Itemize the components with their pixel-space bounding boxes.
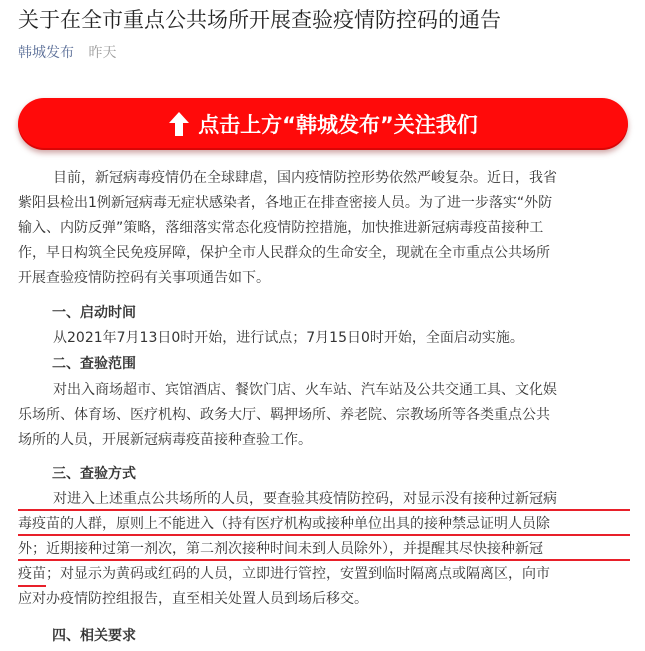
article-title: 关于在全市重点公共场所开展查验疫情防控码的通告 <box>18 8 501 32</box>
section-heading-requirements: 四、相关要求 <box>52 628 136 644</box>
account-name-link[interactable]: 韩城发布 <box>18 45 74 61</box>
article-meta <box>18 44 116 62</box>
intro-line: 作，早日构筑全民免疫屏障，保护全市人民群众的生命安全，现就在全市重点公共场所 <box>18 245 550 261</box>
highlighted-fragment: 疫苗 <box>18 563 46 587</box>
section-line: 乐场所、体育场、医疗机构、政务大厅、羁押场所、养老院、宗教场所等各类重点公共 <box>18 407 550 423</box>
intro-line: 紫阳县检出1例新冠病毒无症状感染者，各地正在排查密接人员。为了进一步落实“外防 <box>18 195 553 211</box>
section-method-body <box>18 487 630 612</box>
follow-banner-text: 点击上方“韩城发布”关注我们 <box>198 113 478 137</box>
section-line-rest: ；对显示为黄码或红码的人员，立即进行管控，安置到临时隔离点或隔离区，向市 <box>46 566 550 582</box>
section-start-time-body <box>18 326 630 351</box>
section-line: 对出入商场超市、宾馆酒店、餐饮门店、火车站、汽车站及公共交通工具、文化娱 <box>53 382 557 398</box>
intro-paragraph <box>18 166 630 291</box>
highlighted-line: 毒疫苗的人群，原则上不能进入（持有医疗机构或接种单位出具的接种禁忌证明人员除 <box>18 512 630 537</box>
section-scope-body <box>18 378 630 453</box>
intro-line: 目前，新冠病毒疫情仍在全球肆虐，国内疫情防控形势依然严峻复杂。近日，我省 <box>53 170 557 186</box>
highlighted-line: 外；近期接种过第一剂次，第二剂次接种时间未到人员除外），并提醒其尽快接种新冠 <box>18 537 630 562</box>
follow-banner[interactable] <box>18 98 628 150</box>
highlighted-line: 对进入上述重点公共场所的人员，要查验其疫情防控码，对显示没有接种过新冠病 <box>18 487 630 512</box>
intro-line: 输入、内防反弹”策略，落细落实常态化疫情防控措施，加快推进新冠病毒疫苗接种工 <box>18 220 544 236</box>
section-line: 应对办疫情防控组报告，直至相关处置人员到场后移交。 <box>18 591 368 607</box>
up-arrow-icon <box>168 111 190 137</box>
section-heading-method: 三、查验方式 <box>52 466 136 482</box>
section-line: 场所的人员，开展新冠病毒疫苗接种查验工作。 <box>18 432 312 448</box>
intro-line: 开展查验疫情防控码有关事项通告如下。 <box>18 270 270 286</box>
publish-time: 昨天 <box>88 45 117 61</box>
section-heading-start-time: 一、启动时间 <box>52 305 136 321</box>
section-line: 从2021年7月13日0时开始，进行试点；7月15日0时开始，全面启动实施。 <box>53 330 524 346</box>
section-heading-scope: 二、查验范围 <box>52 356 136 372</box>
section-line <box>18 562 630 587</box>
